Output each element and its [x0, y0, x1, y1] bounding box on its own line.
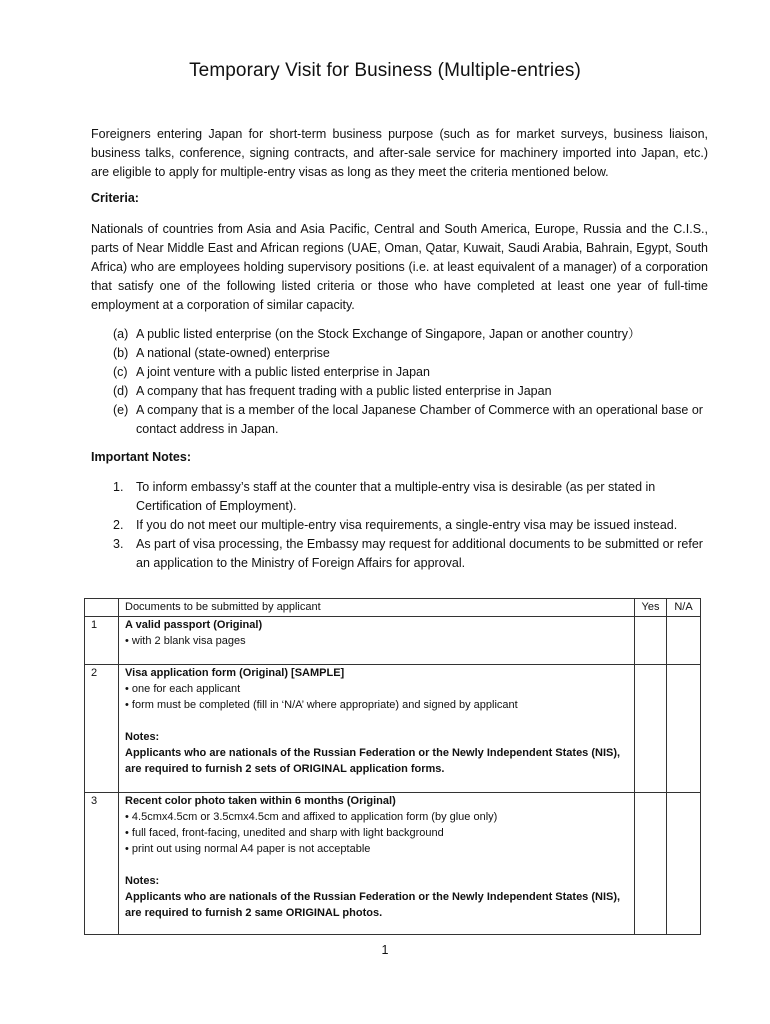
row-number: 3 [85, 793, 119, 935]
yes-checkbox-cell[interactable] [635, 793, 667, 935]
criteria-item-text: A national (state-owned) enterprise [136, 346, 330, 360]
na-checkbox-cell[interactable] [667, 617, 701, 665]
notes-label: Notes: [125, 731, 160, 743]
header-documents: Documents to be submitted by applicant [119, 599, 635, 617]
list-marker: (a) [113, 327, 129, 341]
note-item [113, 478, 708, 516]
page-title: Temporary Visit for Business (Multiple-entries) [189, 60, 581, 81]
intro-paragraph: Foreigners entering Japan for short-term business purpose (such as for market surveys, business liaison, business talks, conference, signing contracts, and after-sale service for machinery imported into Japan, etc.) are eligible to apply for multiple-entry visas as long as they meet the criteria mentioned below. [91, 127, 708, 179]
criteria-paragraph: Nationals of countries from Asia and Asia Pacific, Central and South America, Europe, Russia and the C.I.S., parts of Near Middle East and African regions (UAE, Oman, Qatar, Kuwait, Saudi Arabia, Bahrain, Egypt, South Africa) who are employees holding supervisory positions (i.e. at least equivalent of a manager) of a corporation that satisfy one of the following listed criteria or those who have completed at least one year of full-time employment at a corporation of similar capacity. [91, 222, 708, 312]
row-content [119, 793, 635, 935]
note-item [113, 516, 708, 535]
list-marker: 1. [113, 480, 124, 494]
document-bullet: • form must be completed (fill in ‘N/A’ where appropriate) and signed by applicant [125, 699, 518, 711]
note-item-text: To inform embassy’s staff at the counter that a multiple-entry visa is desirable (as per stated in Certification of Employment). [136, 480, 656, 513]
list-marker: (e) [113, 403, 129, 417]
yes-checkbox-cell[interactable] [635, 617, 667, 665]
notes-label: Notes: [125, 875, 160, 887]
na-checkbox-cell[interactable] [667, 665, 701, 793]
document-bullet: • one for each applicant [125, 683, 241, 695]
criteria-item-text: A joint venture with a public listed enterprise in Japan [136, 365, 430, 379]
document-title: Visa application form (Original) [SAMPLE] [125, 667, 345, 679]
criteria-item [113, 401, 708, 439]
header-yes: Yes [635, 599, 667, 617]
list-marker: 2. [113, 518, 124, 532]
important-notes-list [113, 478, 708, 573]
document-bullet: • with 2 blank visa pages [125, 635, 246, 647]
note-item [113, 535, 708, 573]
list-marker: (b) [113, 346, 129, 360]
criteria-item-text: A company that has frequent trading with a public listed enterprise in Japan [136, 384, 552, 398]
table-row [85, 793, 701, 935]
header-no [85, 599, 119, 617]
yes-checkbox-cell[interactable] [635, 665, 667, 793]
list-marker: 3. [113, 537, 124, 551]
criteria-item-text: A public listed enterprise (on the Stock Exchange of Singapore, Japan or another country） [136, 327, 641, 341]
row-content [119, 665, 635, 793]
row-content [119, 617, 635, 665]
criteria-list [113, 325, 708, 439]
list-marker: (c) [113, 365, 128, 379]
documents-table [84, 598, 701, 935]
criteria-item [113, 363, 708, 382]
criteria-heading: Criteria: [91, 191, 139, 205]
note-item-text: As part of visa processing, the Embassy may request for additional documents to be submitted or refer an application to the Ministry of Foreign Affairs for approval. [136, 537, 703, 570]
na-checkbox-cell[interactable] [667, 793, 701, 935]
notes-text: Applicants who are nationals of the Russian Federation or the Newly Independent States (NIS), are required to furnish 2 same ORIGINAL photos. [125, 891, 621, 919]
important-notes-heading: Important Notes: [91, 450, 191, 464]
page-number: 1 [381, 943, 389, 957]
note-item-text: If you do not meet our multiple-entry visa requirements, a single-entry visa may be issued instead. [136, 518, 678, 532]
spacer [125, 857, 628, 873]
document-bullet: • print out using normal A4 paper is not acceptable [125, 843, 371, 855]
criteria-item [113, 382, 708, 401]
document-bullet: • 4.5cmx4.5cm or 3.5cmx4.5cm and affixed to application form (by glue only) [125, 811, 498, 823]
table-row [85, 665, 701, 793]
document-title: Recent color photo taken within 6 months (Original) [125, 795, 396, 807]
criteria-item-text: A company that is a member of the local Japanese Chamber of Commerce with an operational base or contact address in Japan. [136, 403, 703, 436]
table-row [85, 617, 701, 665]
notes-text: Applicants who are nationals of the Russian Federation or the Newly Independent States (NIS), are required to furnish 2 sets of ORIGINAL application forms. [125, 747, 621, 775]
criteria-item [113, 344, 708, 363]
criteria-item [113, 325, 708, 344]
header-na: N/A [667, 599, 701, 617]
document-bullet: • full faced, front-facing, unedited and sharp with light background [125, 827, 444, 839]
document-title: A valid passport (Original) [125, 619, 263, 631]
list-marker: (d) [113, 384, 129, 398]
row-number: 2 [85, 665, 119, 793]
table-header-row [85, 599, 701, 617]
spacer [125, 713, 628, 729]
row-number: 1 [85, 617, 119, 665]
